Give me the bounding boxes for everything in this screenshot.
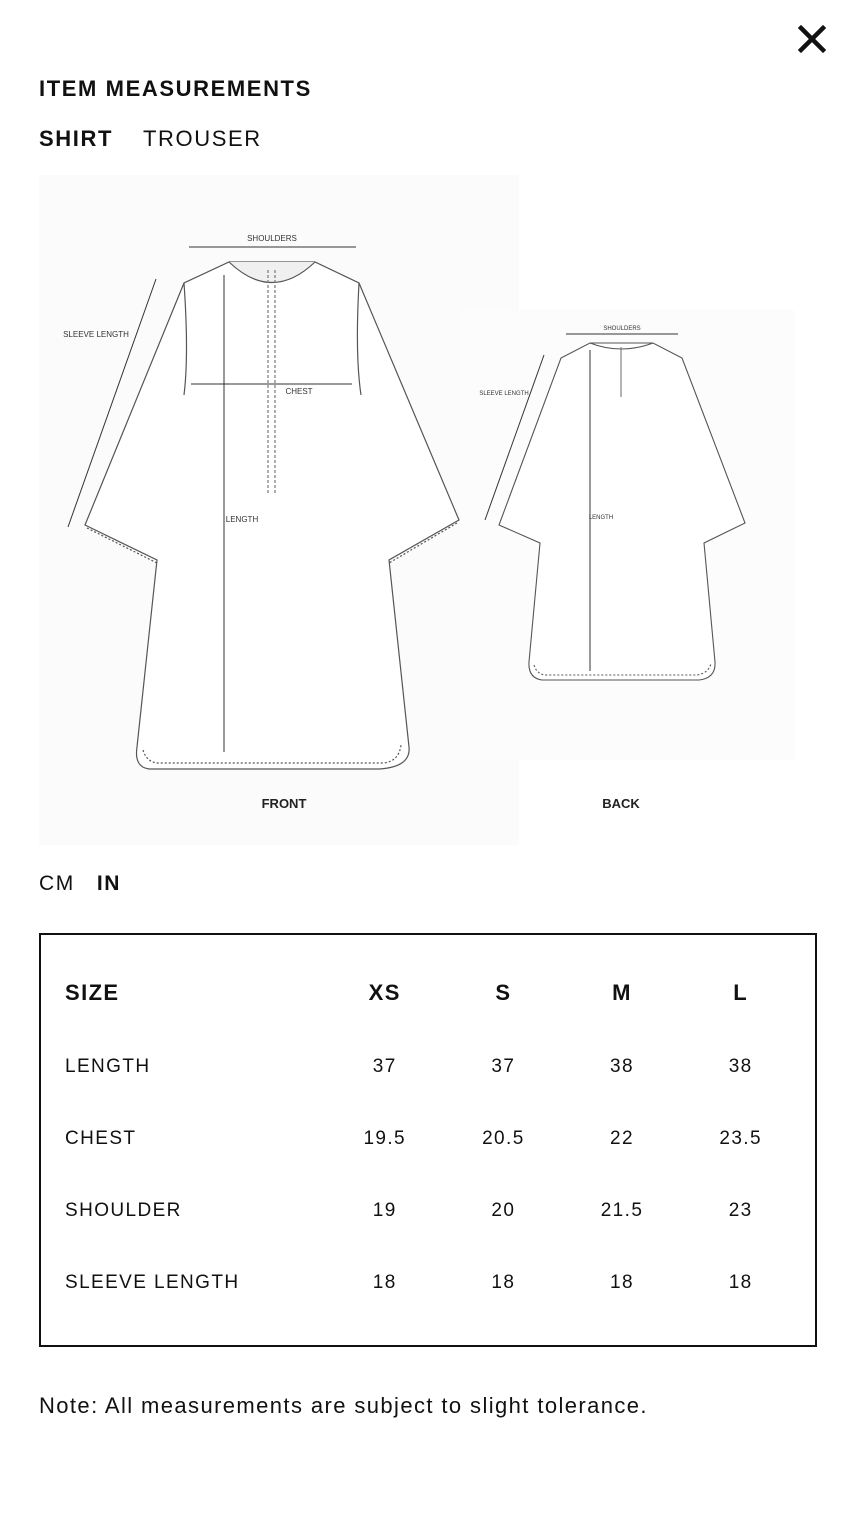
- table-row: [65, 1103, 800, 1175]
- cell-value: 18: [728, 1272, 753, 1293]
- row-label: SLEEVE LENGTH: [65, 1272, 240, 1293]
- front-length-label: LENGTH: [225, 515, 259, 524]
- cell-value: 38: [610, 1056, 634, 1077]
- tab-trouser[interactable]: TROUSER: [143, 126, 262, 151]
- garment-tabs: [39, 126, 262, 152]
- cell-value: 22: [610, 1128, 634, 1149]
- back-caption: BACK: [602, 796, 640, 811]
- tolerance-note: Note: All measurements are subject to slight tolerance.: [39, 1393, 648, 1418]
- table-row: [65, 1175, 800, 1247]
- cell-value: 21.5: [600, 1200, 644, 1221]
- row-label: LENGTH: [65, 1056, 151, 1077]
- size-table: [65, 955, 800, 1319]
- front-chest-label: CHEST: [285, 387, 313, 396]
- table-row: [65, 1031, 800, 1103]
- size-table-container: [39, 933, 817, 1347]
- cell-value: 19: [372, 1200, 397, 1221]
- table-header-row: [65, 955, 800, 1031]
- header-m: M: [612, 980, 632, 1005]
- cell-value: 23.5: [719, 1128, 762, 1149]
- tab-shirt[interactable]: SHIRT: [39, 126, 113, 151]
- close-button[interactable]: [793, 20, 831, 58]
- cell-value: 18: [372, 1272, 397, 1293]
- header-l: L: [733, 980, 749, 1005]
- back-length-label: LENGTH: [588, 515, 614, 521]
- cell-value: 18: [491, 1272, 516, 1293]
- cell-value: 19.5: [363, 1128, 407, 1149]
- header-size: SIZE: [65, 980, 120, 1005]
- cell-value: 20.5: [482, 1128, 525, 1149]
- cell-value: 18: [610, 1272, 634, 1293]
- unit-cm[interactable]: CM: [39, 872, 75, 895]
- header-s: S: [495, 980, 512, 1005]
- back-shoulders-label: SHOULDERS: [603, 326, 641, 332]
- cell-value: 37: [372, 1056, 397, 1077]
- modal-title: ITEM MEASUREMENTS: [39, 76, 312, 101]
- cell-value: 37: [491, 1056, 516, 1077]
- front-caption: FRONT: [261, 796, 307, 811]
- header-xs: XS: [368, 980, 401, 1005]
- back-sleeve-length-label: SLEEVE LENGTH: [479, 391, 529, 397]
- cell-value: 38: [728, 1056, 753, 1077]
- row-label: CHEST: [65, 1128, 137, 1149]
- table-row: [65, 1247, 800, 1319]
- unit-in[interactable]: IN: [96, 872, 122, 895]
- measurement-diagram: [39, 175, 794, 845]
- front-shoulders-label: SHOULDERS: [247, 234, 297, 243]
- row-label: SHOULDER: [65, 1200, 182, 1221]
- close-icon: [793, 20, 831, 58]
- unit-toggle: [39, 872, 121, 896]
- cell-value: 23: [728, 1200, 753, 1221]
- front-sleeve-length-label: SLEEVE LENGTH: [63, 330, 129, 339]
- cell-value: 20: [491, 1200, 516, 1221]
